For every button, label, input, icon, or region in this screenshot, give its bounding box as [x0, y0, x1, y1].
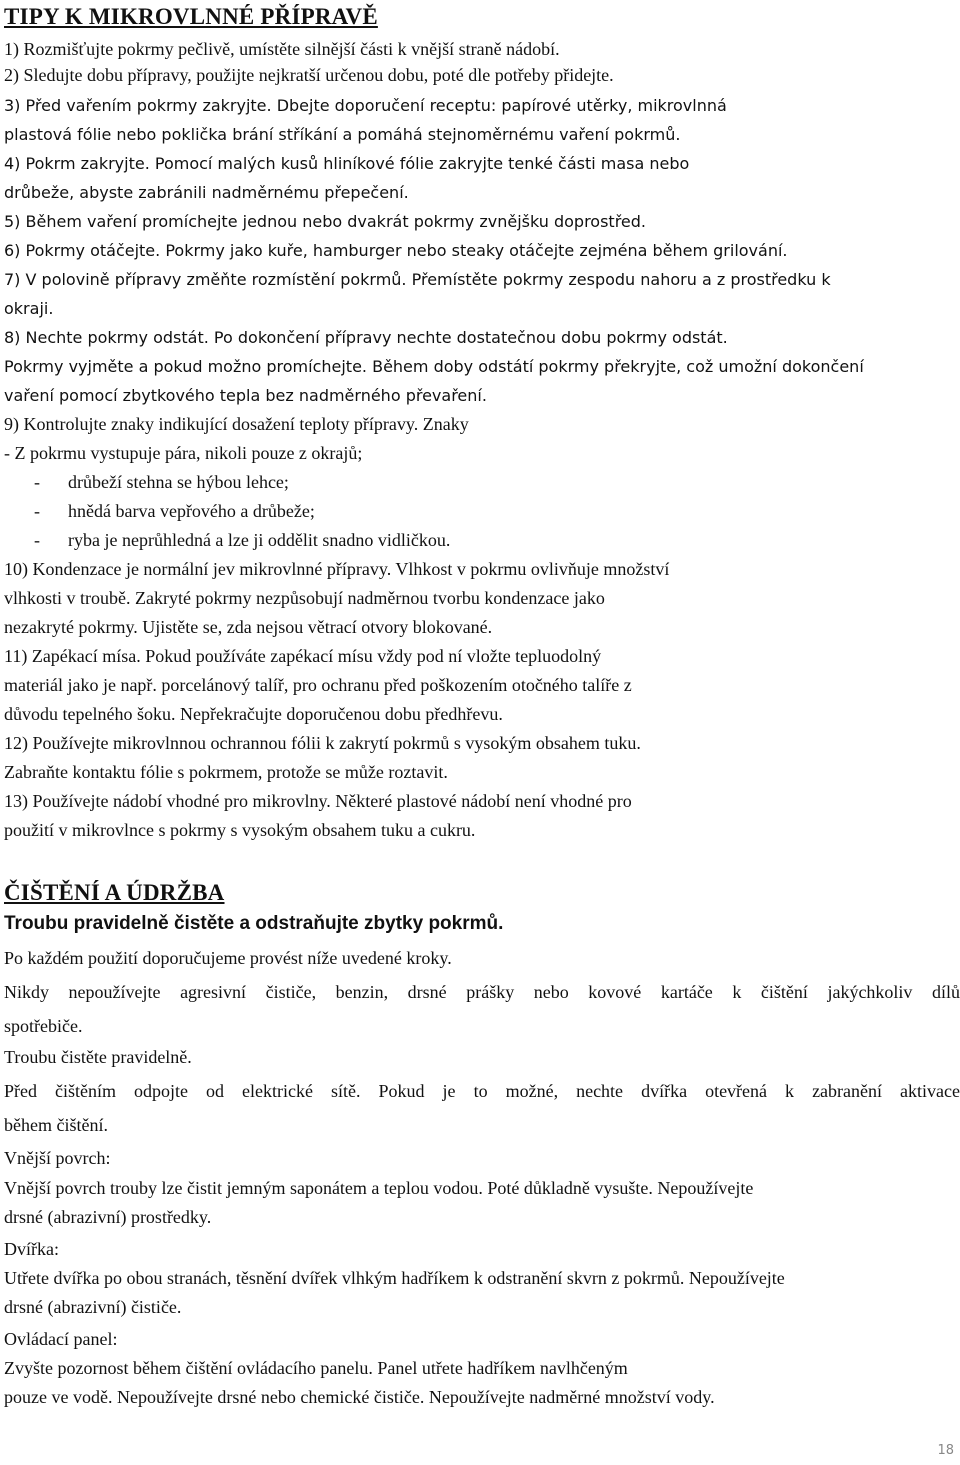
text-line: Vnější povrch trouby lze čistit jemným saponátem a teplou vodou. Poté důkladně vysušte. Nepoužívejte [4, 1178, 754, 1198]
text-line: použití v mikrovlnce s pokrmy s vysokým obsahem tuku a cukru. [4, 820, 476, 840]
text-line: Po každém použití doporučujeme provést níže uvedené kroky. [4, 948, 452, 968]
text-line: 10) Kondenzace je normální jev mikrovlnné přípravy. Vlhkost v pokrmu ovlivňuje množství [4, 559, 670, 579]
label-door: Dvířka: [4, 1239, 59, 1259]
text-line: 3) Před vařením pokrmy zakryjte. Dbejte doporučení receptu: papírové utěrky, mikrovlnná [4, 96, 727, 115]
text-line: Před čištěním odpojte od elektrické sítě. Pokud je to možné, nechte dvířka otevřená k zabranění aktivace [4, 1081, 960, 1101]
bullet-dash: - [34, 472, 40, 492]
text-line: 8) Nechte pokrmy odstát. Po dokončení přípravy nechte dostatečnou dobu pokrmy odstát. [4, 328, 728, 347]
text-line: Troubu čistěte pravidelně. [4, 1047, 192, 1067]
text-line: 7) V polovině přípravy změňte rozmístění pokrmů. Přemístěte pokrmy zespodu nahoru a z prostředku k [4, 270, 831, 289]
text-line: 13) Používejte nádobí vhodné pro mikrovlny. Některé plastové nádobí není vhodné pro [4, 791, 632, 811]
text-line: 9) Kontrolujte znaky indikující dosažení teploty přípravy. Znaky [4, 414, 469, 434]
list-item-text: hnědá barva vepřového a drůbeže; [68, 501, 315, 521]
text-line: 2) Sledujte dobu přípravy, použijte nejkratší určenou dobu, poté dle potřeby přidejte. [4, 65, 614, 85]
text-line: nezakryté pokrmy. Ujistěte se, zda nejsou větrací otvory blokované. [4, 617, 493, 637]
text-line: Utřete dvířka po obou stranách, těsnění dvířek vlhkým hadříkem k odstranění skvrn z pokrmů. Nepoužívejte [4, 1268, 785, 1288]
text-line: vlhkosti v troubě. Zakryté pokrmy nezpůsobují nadměrnou tvorbu kondenzace jako [4, 588, 605, 608]
list-item [4, 529, 450, 551]
text-line: 1) Rozmišťujte pokrmy pečlivě, umístěte silnější části k vnější straně nádobí. [4, 39, 560, 59]
text-line: drůbeže, abyste zabránili nadměrnému přepečení. [4, 183, 409, 202]
text-line: spotřebiče. [4, 1016, 83, 1036]
text-line: Zabraňte kontaktu fólie s pokrmem, protože se může roztavit. [4, 762, 448, 782]
text-line: Pokrmy vyjměte a pokud možno promíchejte. Během doby odstátí pokrmy překryjte, což umožní dokončení [4, 357, 864, 376]
section-heading-cleaning: ČIŠTĚNÍ A ÚDRŽBA [4, 880, 225, 905]
text-line: 5) Během vaření promíchejte jednou nebo dvakrát pokrmy zvnějšku doprostřed. [4, 212, 647, 231]
list-item-text: drůbeží stehna se hýbou lehce; [68, 472, 289, 492]
text-line: 6) Pokrmy otáčejte. Pokrmy jako kuře, hamburger nebo steaky otáčejte zejména během grilování. [4, 241, 788, 260]
text-line: během čištění. [4, 1115, 108, 1135]
bullet-dash: - [34, 530, 40, 550]
text-line: Nikdy nepoužívejte agresivní čističe, benzin, drsné prášky nebo kovové kartáče k čištění jakýchkoliv dílů [4, 982, 960, 1002]
text-line: drsné (abrazivní) čističe. [4, 1297, 182, 1317]
text-line: 4) Pokrm zakryjte. Pomocí malých kusů hliníkové fólie zakryjte tenké části masa nebo [4, 154, 690, 173]
bullet-dash: - [34, 501, 40, 521]
page-number: 18 [937, 1443, 954, 1458]
list-item [4, 471, 289, 493]
text-line: okraji. [4, 299, 54, 318]
label-control-panel: Ovládací panel: [4, 1329, 118, 1349]
text-line: důvodu tepelného šoku. Nepřekračujte doporučenou dobu předhřevu. [4, 704, 503, 724]
list-item-text: ryba je neprůhledná a lze ji oddělit snadno vidličkou. [68, 530, 451, 550]
text-line: plastová fólie nebo poklička brání stříkání a pomáhá stejnoměrnému vaření pokrmů. [4, 125, 681, 144]
text-line: vaření pomocí zbytkového tepla bez nadměrného převaření. [4, 386, 487, 405]
text-line: Zvyšte pozornost během čištění ovládacího panelu. Panel utřete hadříkem navlhčeným [4, 1358, 628, 1378]
text-line: 12) Používejte mikrovlnnou ochrannou fólii k zakrytí pokrmů s vysokým obsahem tuku. [4, 733, 641, 753]
text-line: drsné (abrazivní) prostředky. [4, 1207, 212, 1227]
text-line: - Z pokrmu vystupuje pára, nikoli pouze z okrajů; [4, 443, 363, 463]
section-heading-microwave-tips: TIPY K MIKROVLNNÉ PŘÍPRAVĚ [4, 4, 378, 29]
text-line: pouze ve vodě. Nepoužívejte drsné nebo chemické čističe. Nepoužívejte nadměrné množství vody. [4, 1387, 715, 1407]
text-line: 11) Zapékací mísa. Pokud používáte zapékací mísu vždy pod ní vložte tepluodolný [4, 646, 602, 666]
list-item [4, 500, 315, 522]
label-exterior-surface: Vnější povrch: [4, 1148, 111, 1168]
text-line: materiál jako je např. porcelánový talíř, pro ochranu před poškozením otočného talíře z [4, 675, 632, 695]
section-subheading: Troubu pravidelně čistěte a odstraňujte zbytky pokrmů. [4, 913, 504, 934]
